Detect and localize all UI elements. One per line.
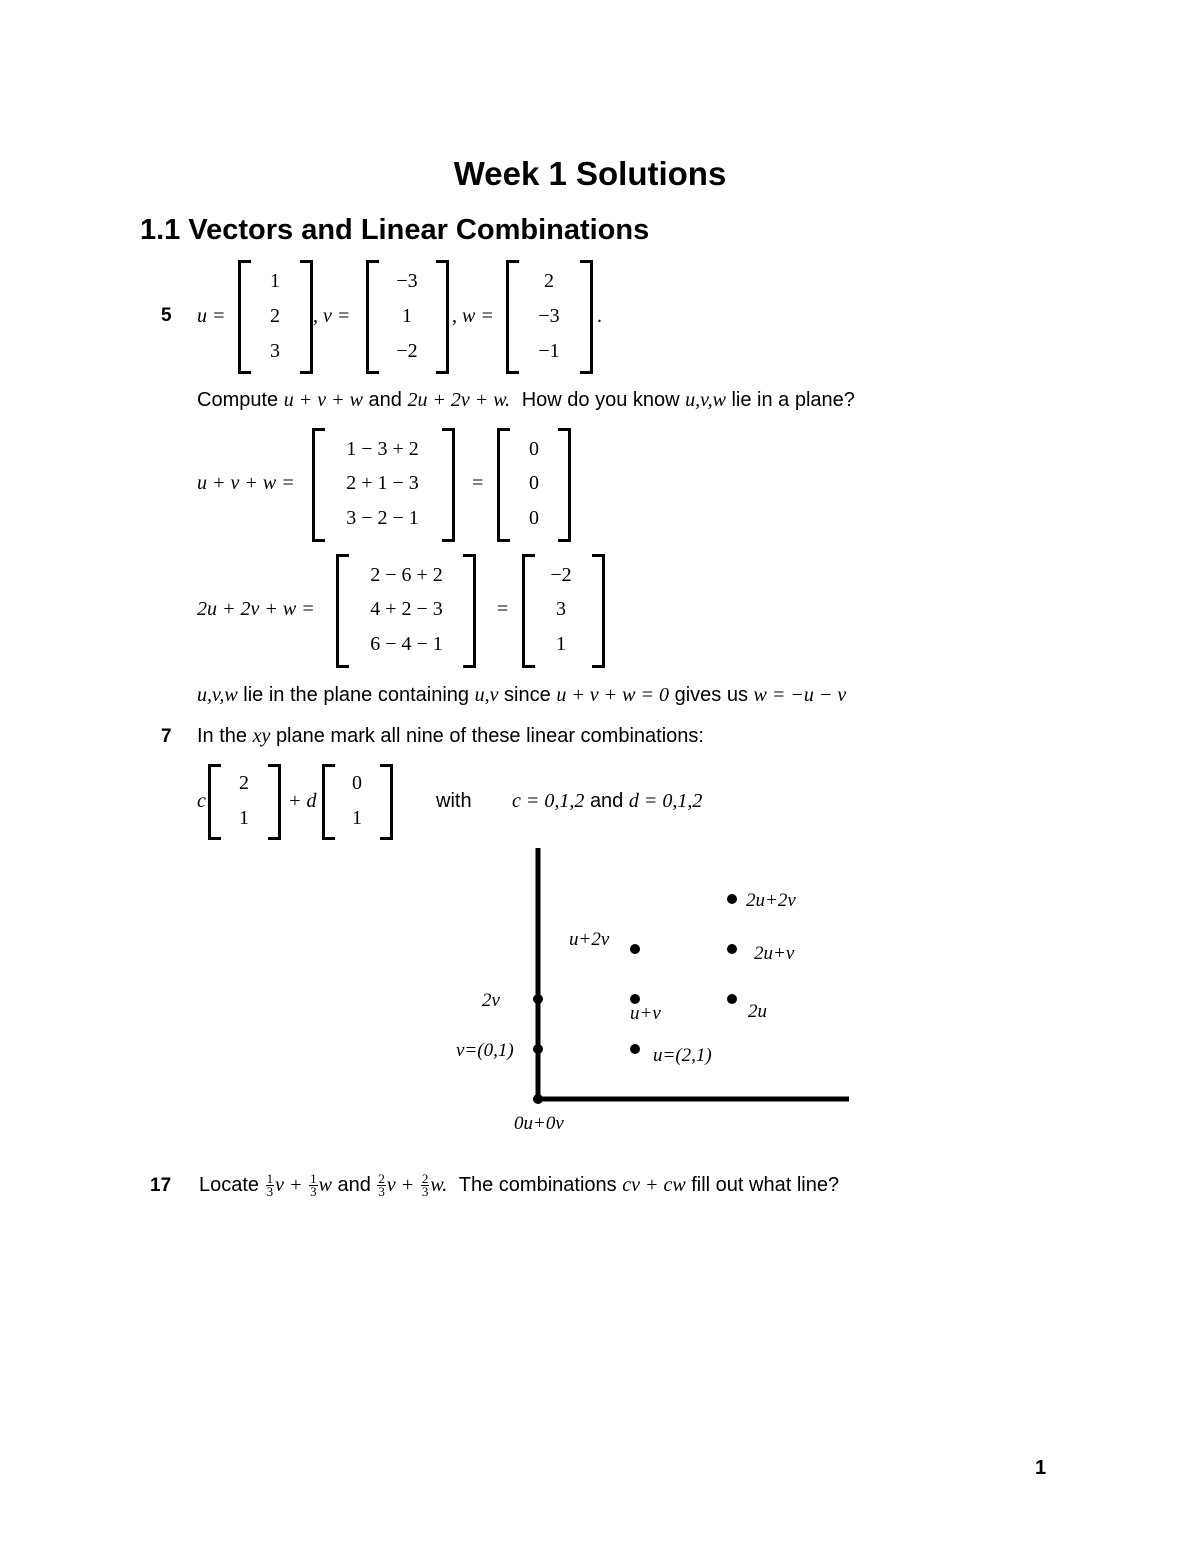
- question-math: w: [318, 1173, 332, 1196]
- period: .: [597, 305, 602, 327]
- fraction-denominator: 3: [378, 1184, 385, 1199]
- question-text: and: [368, 389, 402, 411]
- fraction-numerator: 1: [310, 1171, 317, 1186]
- vector-0-1-entry: 0: [352, 772, 362, 794]
- plot-point: [727, 894, 737, 904]
- page-title: Week 1 Solutions: [453, 155, 727, 192]
- sum2-result-entry: 3: [556, 598, 566, 620]
- plot-point-label: v=(0,1): [456, 1040, 514, 1061]
- plot-point-label: 2v: [482, 990, 500, 1011]
- condition-math: c = 0,1,2: [512, 790, 585, 812]
- plot-point-label: u+v: [630, 1003, 661, 1024]
- vector-v-entry: 1: [402, 305, 412, 327]
- sum1-result-entry: 0: [529, 438, 539, 460]
- fraction-numerator: 2: [378, 1171, 385, 1186]
- fraction-denominator: 3: [421, 1184, 429, 1199]
- vector-2-1-entry: 1: [239, 807, 249, 829]
- question-text: Compute: [197, 389, 279, 411]
- conclusion-math: u,v,w: [197, 684, 238, 706]
- question-text: In the: [197, 725, 248, 747]
- conclusion-text: since: [504, 684, 551, 706]
- plot-point-label: u=(2,1): [653, 1045, 712, 1066]
- question-math: xy: [252, 725, 271, 747]
- question-math: 2u + 2v + w.: [407, 389, 511, 411]
- question-text: and: [337, 1173, 371, 1196]
- sum2-expr-entry: 6 − 4 − 1: [370, 633, 443, 655]
- vector-u-entry: 3: [270, 340, 280, 362]
- plot-point: [727, 994, 737, 1004]
- conclusion-math: u + v + w = 0: [556, 684, 670, 706]
- sum2-result-entry: 1: [556, 633, 566, 655]
- sum1-result-entry: 0: [529, 507, 539, 529]
- u-label: u =: [197, 305, 226, 327]
- question-text: lie in a plane?: [731, 389, 855, 411]
- vector-0-1-entry: 1: [352, 807, 362, 829]
- sum1-label: u + v + w =: [197, 472, 295, 494]
- plot-point: [727, 944, 737, 954]
- question-text: Locate: [199, 1173, 260, 1196]
- problem-17-question: [199, 1173, 839, 1198]
- vector-u-entry: 2: [270, 305, 280, 327]
- question-math: u,v,w: [685, 389, 726, 411]
- sum1-expr-entry: 3 − 2 − 1: [346, 507, 419, 529]
- plot-point: [533, 1044, 543, 1054]
- with-text: with: [436, 790, 472, 812]
- page-number: 1: [1035, 1457, 1047, 1479]
- plus-d: + d: [288, 790, 317, 812]
- v-label: , v =: [313, 305, 351, 327]
- plot-point: [533, 994, 543, 1004]
- sum2-expr-entry: 4 + 2 − 3: [370, 598, 443, 620]
- plot-point: [630, 944, 640, 954]
- sum1-expr-entry: 1 − 3 + 2: [346, 438, 419, 460]
- problem-number-17: 17: [150, 1175, 172, 1196]
- sum1-result-entry: 0: [529, 472, 539, 494]
- vector-v-entry: −2: [396, 340, 418, 362]
- sum1-equals: =: [472, 472, 484, 494]
- conclusion-math: w = −u − v: [753, 684, 847, 706]
- vector-w-entry: 2: [544, 270, 554, 292]
- section-heading: 1.1 Vectors and Linear Combinations: [140, 214, 650, 246]
- condition-text: and: [589, 790, 624, 812]
- question-text: How do you know: [521, 389, 680, 411]
- fraction-numerator: 2: [421, 1171, 429, 1186]
- plot-point-label: 2u+2v: [746, 890, 796, 911]
- question-math: v +: [275, 1173, 303, 1196]
- vector-w-entry: −3: [538, 305, 560, 327]
- conclusion-text: gives us: [674, 684, 748, 706]
- fraction: [309, 1173, 318, 1198]
- conclusion-math: u,v: [474, 684, 499, 706]
- plot-point-label: 2u+v: [754, 943, 795, 964]
- sum2-expr-entry: 2 − 6 + 2: [370, 564, 443, 586]
- vector-v-entry: −3: [396, 270, 418, 292]
- condition-math: d = 0,1,2: [628, 790, 703, 812]
- question-math: w.: [430, 1173, 448, 1196]
- question-math: v +: [386, 1173, 415, 1196]
- question-math: cv + cw: [622, 1173, 686, 1196]
- vector-2-1-entry: 2: [239, 772, 249, 794]
- vector-w-entry: −1: [538, 340, 560, 362]
- question-text: The combinations: [458, 1173, 617, 1196]
- conclusion-text: lie in the plane containing: [243, 684, 470, 706]
- fraction-denominator: 3: [310, 1184, 317, 1199]
- question-text: plane mark all nine of these linear combinations:: [275, 725, 704, 747]
- plot-point: [630, 1044, 640, 1054]
- sum2-equals: =: [497, 598, 509, 620]
- problem-number-5: 5: [161, 305, 172, 326]
- fraction: [421, 1173, 430, 1198]
- w-label: , w =: [452, 305, 494, 327]
- question-math: u + v + w: [283, 389, 363, 411]
- plot-point: [533, 1094, 543, 1104]
- fraction-denominator: 3: [266, 1184, 274, 1199]
- problem-number-7: 7: [161, 726, 172, 747]
- fraction: [266, 1173, 275, 1198]
- fraction-numerator: 1: [266, 1171, 274, 1186]
- plot-point-label: u+2v: [569, 929, 610, 950]
- sum2-result-entry: −2: [550, 564, 572, 586]
- sum2-label: 2u + 2v + w =: [197, 598, 315, 620]
- question-text: fill out what line?: [691, 1173, 840, 1196]
- sum1-expr-entry: 2 + 1 − 3: [346, 472, 419, 494]
- coef-c: c: [197, 790, 206, 812]
- plot-point-label: 2u: [748, 1001, 767, 1022]
- fraction: [377, 1173, 386, 1198]
- vector-u-entry: 1: [270, 270, 280, 292]
- plot-point-label: 0u+0v: [514, 1113, 564, 1134]
